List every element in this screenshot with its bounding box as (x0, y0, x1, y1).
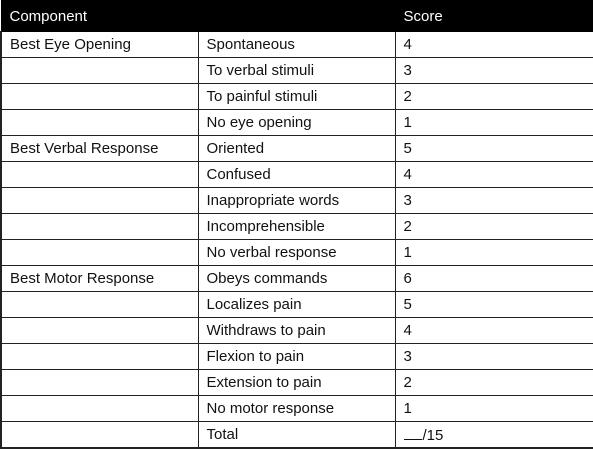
header-response (198, 1, 395, 32)
table-row (1, 188, 593, 214)
component-cell (1, 396, 198, 422)
table-row (1, 110, 593, 136)
component-cell (1, 344, 198, 370)
table-row (1, 396, 593, 422)
score-cell: 4 (395, 162, 593, 188)
response-cell: Flexion to pain (198, 344, 395, 370)
response-cell: Localizes pain (198, 292, 395, 318)
table-row (1, 136, 593, 162)
response-cell: Incomprehensible (198, 214, 395, 240)
score-cell: 3 (395, 58, 593, 84)
table-row (1, 344, 593, 370)
total-component-cell (1, 422, 198, 448)
response-cell: To painful stimuli (198, 84, 395, 110)
component-cell (1, 370, 198, 396)
table-row (1, 32, 593, 58)
component-cell (1, 292, 198, 318)
table-row (1, 292, 593, 318)
component-cell: Best Verbal Response (1, 136, 198, 162)
table-row (1, 162, 593, 188)
response-cell: Oriented (198, 136, 395, 162)
header-score: Score (395, 1, 593, 32)
score-cell: 3 (395, 188, 593, 214)
score-cell: 4 (395, 32, 593, 58)
component-cell (1, 162, 198, 188)
table-row (1, 84, 593, 110)
response-cell: No motor response (198, 396, 395, 422)
component-cell (1, 84, 198, 110)
total-label: Total (198, 422, 395, 448)
score-cell: 3 (395, 344, 593, 370)
score-cell: 5 (395, 292, 593, 318)
total-score-blank (404, 424, 422, 440)
component-cell (1, 110, 198, 136)
component-cell: Best Motor Response (1, 266, 198, 292)
table-row (1, 58, 593, 84)
component-cell (1, 188, 198, 214)
component-cell (1, 240, 198, 266)
table-row (1, 240, 593, 266)
score-cell: 5 (395, 136, 593, 162)
header-row (1, 1, 593, 32)
table-row (1, 370, 593, 396)
table-row (1, 318, 593, 344)
response-cell: To verbal stimuli (198, 58, 395, 84)
response-cell: No eye opening (198, 110, 395, 136)
table-row (1, 214, 593, 240)
response-cell: Confused (198, 162, 395, 188)
component-cell (1, 58, 198, 84)
response-cell: Inappropriate words (198, 188, 395, 214)
response-cell: Obeys commands (198, 266, 395, 292)
score-cell: 2 (395, 214, 593, 240)
score-cell: 2 (395, 370, 593, 396)
response-cell: No verbal response (198, 240, 395, 266)
response-cell: Spontaneous (198, 32, 395, 58)
score-cell: 6 (395, 266, 593, 292)
score-cell: 1 (395, 240, 593, 266)
header-component: Component (1, 1, 198, 32)
score-cell: 1 (395, 396, 593, 422)
total-score-suffix: /15 (422, 427, 444, 445)
response-cell: Withdraws to pain (198, 318, 395, 344)
component-cell (1, 318, 198, 344)
table-row (1, 266, 593, 292)
score-cell: 4 (395, 318, 593, 344)
table-body (1, 32, 593, 448)
score-cell: 2 (395, 84, 593, 110)
response-cell: Extension to pain (198, 370, 395, 396)
total-score-cell (395, 422, 593, 448)
component-cell (1, 214, 198, 240)
total-row (1, 422, 593, 448)
score-cell: 1 (395, 110, 593, 136)
component-cell: Best Eye Opening (1, 32, 198, 58)
